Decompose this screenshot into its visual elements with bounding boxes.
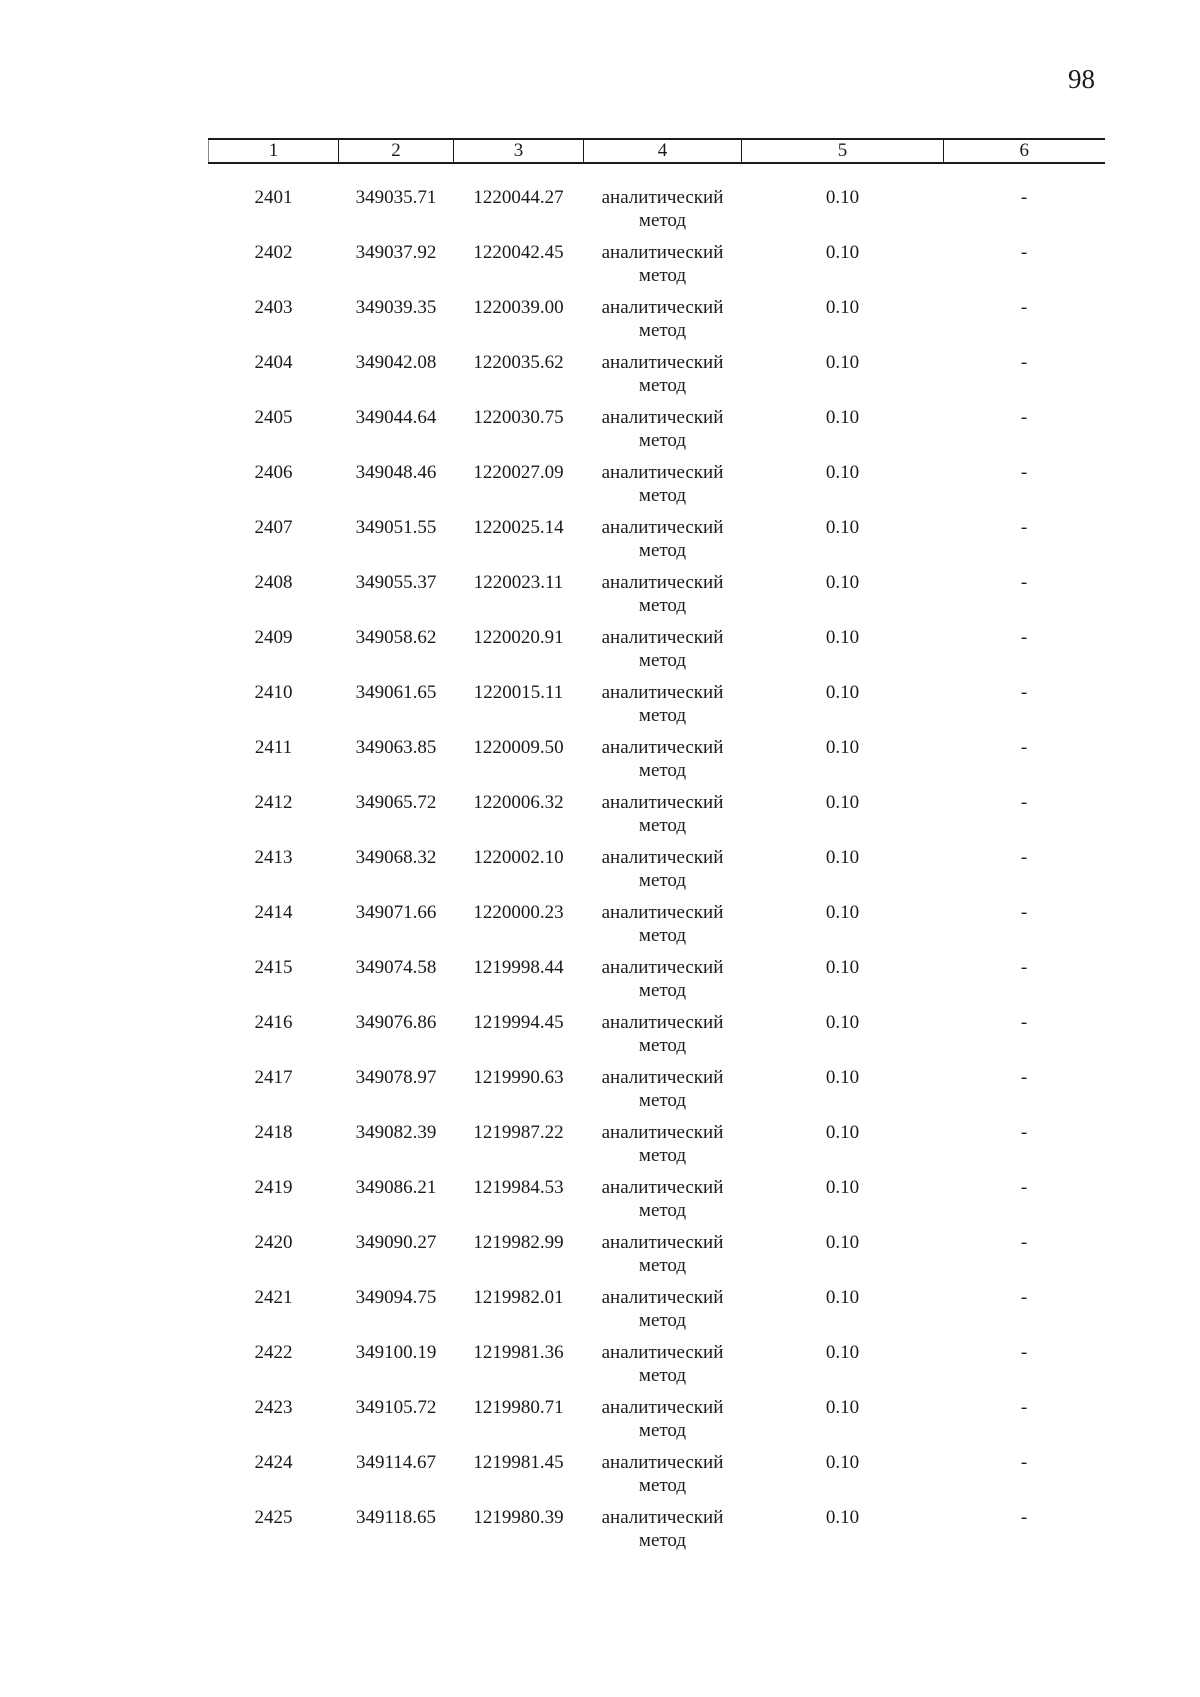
coordinate-x-cell: 349068.32 — [355, 847, 437, 868]
coordinate-x-cell: 349100.19 — [355, 1342, 437, 1363]
accuracy-cell: 0.10 — [825, 572, 860, 593]
description-cell: - — [1020, 957, 1028, 978]
point-number-cell: 2419 — [254, 1177, 293, 1198]
method-cell — [584, 1011, 742, 1066]
point-number-cell: 2405 — [254, 407, 293, 428]
method-cell — [584, 461, 742, 516]
coordinate-x-cell: 349071.66 — [355, 902, 437, 923]
method-cell — [584, 1121, 742, 1176]
coordinate-x-cell: 349105.72 — [355, 1397, 437, 1418]
method-line-1: аналитический — [601, 1287, 724, 1308]
point-number-cell: 2403 — [254, 297, 293, 318]
method-line-2: метод — [638, 1145, 687, 1166]
coordinate-y-cell: 1219980.39 — [473, 1507, 564, 1528]
accuracy-cell: 0.10 — [825, 682, 860, 703]
method-line-1: аналитический — [601, 1177, 724, 1198]
method-cell — [584, 1231, 742, 1286]
coordinate-y-cell: 1219982.99 — [473, 1232, 564, 1253]
method-cell — [584, 516, 742, 571]
table-row — [209, 186, 1105, 241]
point-number-cell: 2423 — [254, 1397, 293, 1418]
method-line-2: метод — [638, 870, 687, 891]
method-line-2: метод — [638, 925, 687, 946]
column-header-1: 1 — [209, 139, 339, 163]
method-line-1: аналитический — [601, 792, 724, 813]
coordinate-x-cell: 349039.35 — [355, 297, 437, 318]
method-line-1: аналитический — [601, 682, 724, 703]
method-cell — [584, 956, 742, 1011]
coordinate-y-cell: 1220042.45 — [473, 242, 564, 263]
method-line-1: аналитический — [601, 462, 724, 483]
table-row — [209, 901, 1105, 956]
description-cell: - — [1020, 242, 1028, 263]
accuracy-cell: 0.10 — [825, 187, 860, 208]
method-line-2: метод — [638, 815, 687, 836]
coordinate-y-cell: 1220000.23 — [473, 902, 564, 923]
accuracy-cell: 0.10 — [825, 352, 860, 373]
method-cell — [584, 296, 742, 351]
accuracy-cell: 0.10 — [825, 1287, 860, 1308]
method-line-1: аналитический — [601, 1012, 724, 1033]
coordinate-x-cell: 349035.71 — [355, 187, 437, 208]
method-line-1: аналитический — [601, 737, 724, 758]
method-line-2: метод — [638, 760, 687, 781]
coordinate-y-cell: 1220027.09 — [473, 462, 564, 483]
table-row — [209, 681, 1105, 736]
header-spacer — [209, 163, 1105, 186]
method-cell — [584, 241, 742, 296]
method-line-1: аналитический — [601, 352, 724, 373]
description-cell: - — [1020, 1507, 1028, 1528]
point-number-cell: 2412 — [254, 792, 293, 813]
table-row — [209, 571, 1105, 626]
method-cell — [584, 186, 742, 241]
coordinate-y-cell: 1219982.01 — [473, 1287, 564, 1308]
method-line-2: метод — [638, 1035, 687, 1056]
point-number-cell: 2418 — [254, 1122, 293, 1143]
table-row — [209, 956, 1105, 1011]
coordinate-x-cell: 349055.37 — [355, 572, 437, 593]
coordinate-x-cell: 349078.97 — [355, 1067, 437, 1088]
point-number-cell: 2414 — [254, 902, 293, 923]
method-line-2: метод — [638, 265, 687, 286]
method-line-1: аналитический — [601, 1507, 724, 1528]
method-line-2: метод — [638, 1255, 687, 1276]
method-line-2: метод — [638, 1365, 687, 1386]
point-number-cell: 2425 — [254, 1507, 293, 1528]
table-row — [209, 1286, 1105, 1341]
point-number-cell: 2420 — [254, 1232, 293, 1253]
point-number-cell: 2421 — [254, 1287, 293, 1308]
accuracy-cell: 0.10 — [825, 407, 860, 428]
coordinate-x-cell: 349086.21 — [355, 1177, 437, 1198]
method-line-1: аналитический — [601, 1452, 724, 1473]
method-cell — [584, 901, 742, 956]
method-line-2: метод — [638, 485, 687, 506]
point-number-cell: 2410 — [254, 682, 293, 703]
coordinate-y-cell: 1220039.00 — [473, 297, 564, 318]
description-cell: - — [1020, 1287, 1028, 1308]
table-row — [209, 1341, 1105, 1396]
coordinate-x-cell: 349065.72 — [355, 792, 437, 813]
table-row — [209, 1231, 1105, 1286]
table-row — [209, 296, 1105, 351]
table-row — [209, 516, 1105, 571]
accuracy-cell: 0.10 — [825, 737, 860, 758]
method-cell — [584, 846, 742, 901]
accuracy-cell: 0.10 — [825, 1232, 860, 1253]
method-cell — [584, 1451, 742, 1506]
accuracy-cell: 0.10 — [825, 1122, 860, 1143]
point-number-cell: 2417 — [254, 1067, 293, 1088]
coordinate-y-cell: 1220035.62 — [473, 352, 564, 373]
method-line-2: метод — [638, 705, 687, 726]
method-cell — [584, 1176, 742, 1231]
coordinate-y-cell: 1220009.50 — [473, 737, 564, 758]
coordinate-y-cell: 1219994.45 — [473, 1012, 564, 1033]
method-line-1: аналитический — [601, 407, 724, 428]
description-cell: - — [1020, 902, 1028, 923]
coordinate-x-cell: 349114.67 — [355, 1452, 437, 1473]
coordinate-y-cell: 1220002.10 — [473, 847, 564, 868]
accuracy-cell: 0.10 — [825, 242, 860, 263]
method-line-1: аналитический — [601, 297, 724, 318]
description-cell: - — [1020, 847, 1028, 868]
method-line-1: аналитический — [601, 1342, 724, 1363]
description-cell: - — [1020, 187, 1028, 208]
coordinate-x-cell: 349058.62 — [355, 627, 437, 648]
method-cell — [584, 626, 742, 681]
method-line-1: аналитический — [601, 187, 724, 208]
description-cell: - — [1020, 1012, 1028, 1033]
table-row — [209, 461, 1105, 516]
method-cell — [584, 1396, 742, 1451]
method-cell — [584, 406, 742, 461]
method-line-2: метод — [638, 980, 687, 1001]
method-cell — [584, 1066, 742, 1121]
point-number-cell: 2406 — [254, 462, 293, 483]
coordinate-x-cell: 349063.85 — [355, 737, 437, 758]
accuracy-cell: 0.10 — [825, 462, 860, 483]
accuracy-cell: 0.10 — [825, 847, 860, 868]
method-line-1: аналитический — [601, 847, 724, 868]
point-number-cell: 2411 — [254, 737, 293, 758]
coordinate-x-cell: 349044.64 — [355, 407, 437, 428]
method-line-1: аналитический — [601, 1067, 724, 1088]
method-line-2: метод — [638, 1530, 687, 1551]
coordinate-x-cell: 349094.75 — [355, 1287, 437, 1308]
accuracy-cell: 0.10 — [825, 1397, 860, 1418]
coordinate-y-cell: 1220030.75 — [473, 407, 564, 428]
point-number-cell: 2408 — [254, 572, 293, 593]
method-line-2: метод — [638, 1310, 687, 1331]
accuracy-cell: 0.10 — [825, 627, 860, 648]
method-line-2: метод — [638, 595, 687, 616]
table-row — [209, 791, 1105, 846]
accuracy-cell: 0.10 — [825, 957, 860, 978]
description-cell: - — [1020, 1122, 1028, 1143]
description-cell: - — [1020, 627, 1028, 648]
accuracy-cell: 0.10 — [825, 1452, 860, 1473]
accuracy-cell: 0.10 — [825, 1177, 860, 1198]
method-line-1: аналитический — [601, 1122, 724, 1143]
coordinate-x-cell: 349037.92 — [355, 242, 437, 263]
point-number-cell: 2401 — [254, 187, 293, 208]
table-row — [209, 1176, 1105, 1231]
coordinate-y-cell: 1219981.45 — [473, 1452, 564, 1473]
table-row — [209, 1066, 1105, 1121]
method-line-2: метод — [638, 1420, 687, 1441]
description-cell: - — [1020, 1397, 1028, 1418]
method-line-2: метод — [638, 1475, 687, 1496]
description-cell: - — [1020, 572, 1028, 593]
coordinate-y-cell: 1219998.44 — [473, 957, 564, 978]
coordinate-y-cell: 1219981.36 — [473, 1342, 564, 1363]
description-cell: - — [1020, 1067, 1028, 1088]
coordinate-y-cell: 1220044.27 — [473, 187, 564, 208]
point-number-cell: 2416 — [254, 1012, 293, 1033]
description-cell: - — [1020, 682, 1028, 703]
method-line-1: аналитический — [601, 1397, 724, 1418]
header-row — [209, 139, 1105, 163]
page-number: 98 — [1068, 64, 1095, 94]
description-cell: - — [1020, 352, 1028, 373]
method-line-2: метод — [638, 320, 687, 341]
column-header-2: 2 — [339, 139, 454, 163]
coordinate-x-cell: 349061.65 — [355, 682, 437, 703]
point-number-cell: 2404 — [254, 352, 293, 373]
method-cell — [584, 1506, 742, 1561]
table-body — [209, 163, 1105, 1561]
method-line-2: метод — [638, 1090, 687, 1111]
coordinate-x-cell: 349074.58 — [355, 957, 437, 978]
method-cell — [584, 681, 742, 736]
coordinate-x-cell: 349048.46 — [355, 462, 437, 483]
method-line-2: метод — [638, 650, 687, 671]
table-row — [209, 736, 1105, 791]
accuracy-cell: 0.10 — [825, 1507, 860, 1528]
method-line-2: метод — [638, 430, 687, 451]
coordinate-y-cell: 1219984.53 — [473, 1177, 564, 1198]
method-cell — [584, 791, 742, 846]
description-cell: - — [1020, 1342, 1028, 1363]
method-line-2: метод — [638, 1200, 687, 1221]
method-line-1: аналитический — [601, 957, 724, 978]
point-number-cell: 2407 — [254, 517, 293, 538]
accuracy-cell: 0.10 — [825, 517, 860, 538]
column-header-3: 3 — [454, 139, 584, 163]
method-line-2: метод — [638, 375, 687, 396]
description-cell: - — [1020, 407, 1028, 428]
description-cell: - — [1020, 517, 1028, 538]
coordinate-x-cell: 349082.39 — [355, 1122, 437, 1143]
description-cell: - — [1020, 1452, 1028, 1473]
point-number-cell: 2402 — [254, 242, 293, 263]
table-row — [209, 406, 1105, 461]
coordinates-table — [208, 138, 1105, 1561]
table-row — [209, 241, 1105, 296]
description-cell: - — [1020, 297, 1028, 318]
column-header-5: 5 — [742, 139, 944, 163]
method-line-2: метод — [638, 540, 687, 561]
method-cell — [584, 351, 742, 406]
method-cell — [584, 1341, 742, 1396]
point-number-cell: 2413 — [254, 847, 293, 868]
table-row — [209, 351, 1105, 406]
accuracy-cell: 0.10 — [825, 902, 860, 923]
table-row — [209, 1011, 1105, 1066]
coordinate-y-cell: 1220023.11 — [473, 572, 564, 593]
method-line-1: аналитический — [601, 627, 724, 648]
table-row — [209, 1506, 1105, 1561]
method-line-1: аналитический — [601, 242, 724, 263]
table-row — [209, 1451, 1105, 1506]
coordinate-x-cell: 349042.08 — [355, 352, 437, 373]
table-row — [209, 1121, 1105, 1176]
method-line-1: аналитический — [601, 517, 724, 538]
description-cell: - — [1020, 737, 1028, 758]
table-row — [209, 1396, 1105, 1451]
method-line-1: аналитический — [601, 902, 724, 923]
coordinate-y-cell: 1220020.91 — [473, 627, 564, 648]
point-number-cell: 2409 — [254, 627, 293, 648]
method-cell — [584, 1286, 742, 1341]
coordinate-x-cell: 349118.65 — [355, 1507, 437, 1528]
method-line-1: аналитический — [601, 572, 724, 593]
table-row — [209, 626, 1105, 681]
description-cell: - — [1020, 1177, 1028, 1198]
accuracy-cell: 0.10 — [825, 1012, 860, 1033]
point-number-cell: 2424 — [254, 1452, 293, 1473]
column-header-6: 6 — [944, 139, 1105, 163]
point-number-cell: 2422 — [254, 1342, 293, 1363]
accuracy-cell: 0.10 — [825, 1342, 860, 1363]
column-header-4: 4 — [584, 139, 742, 163]
coordinate-x-cell: 349051.55 — [355, 517, 437, 538]
description-cell: - — [1020, 462, 1028, 483]
coordinate-y-cell: 1219980.71 — [473, 1397, 564, 1418]
method-cell — [584, 736, 742, 791]
method-line-1: аналитический — [601, 1232, 724, 1253]
table-row — [209, 846, 1105, 901]
coordinate-x-cell: 349090.27 — [355, 1232, 437, 1253]
method-cell — [584, 571, 742, 626]
coordinate-y-cell: 1220015.11 — [473, 682, 564, 703]
coordinate-y-cell: 1219987.22 — [473, 1122, 564, 1143]
coordinate-y-cell: 1219990.63 — [473, 1067, 564, 1088]
coordinate-y-cell: 1220025.14 — [473, 517, 564, 538]
coordinate-x-cell: 349076.86 — [355, 1012, 437, 1033]
description-cell: - — [1020, 1232, 1028, 1253]
description-cell: - — [1020, 792, 1028, 813]
method-line-2: метод — [638, 210, 687, 231]
table-header — [209, 139, 1105, 163]
point-number-cell: 2415 — [254, 957, 293, 978]
accuracy-cell: 0.10 — [825, 297, 860, 318]
accuracy-cell: 0.10 — [825, 1067, 860, 1088]
accuracy-cell: 0.10 — [825, 792, 860, 813]
coordinate-y-cell: 1220006.32 — [473, 792, 564, 813]
